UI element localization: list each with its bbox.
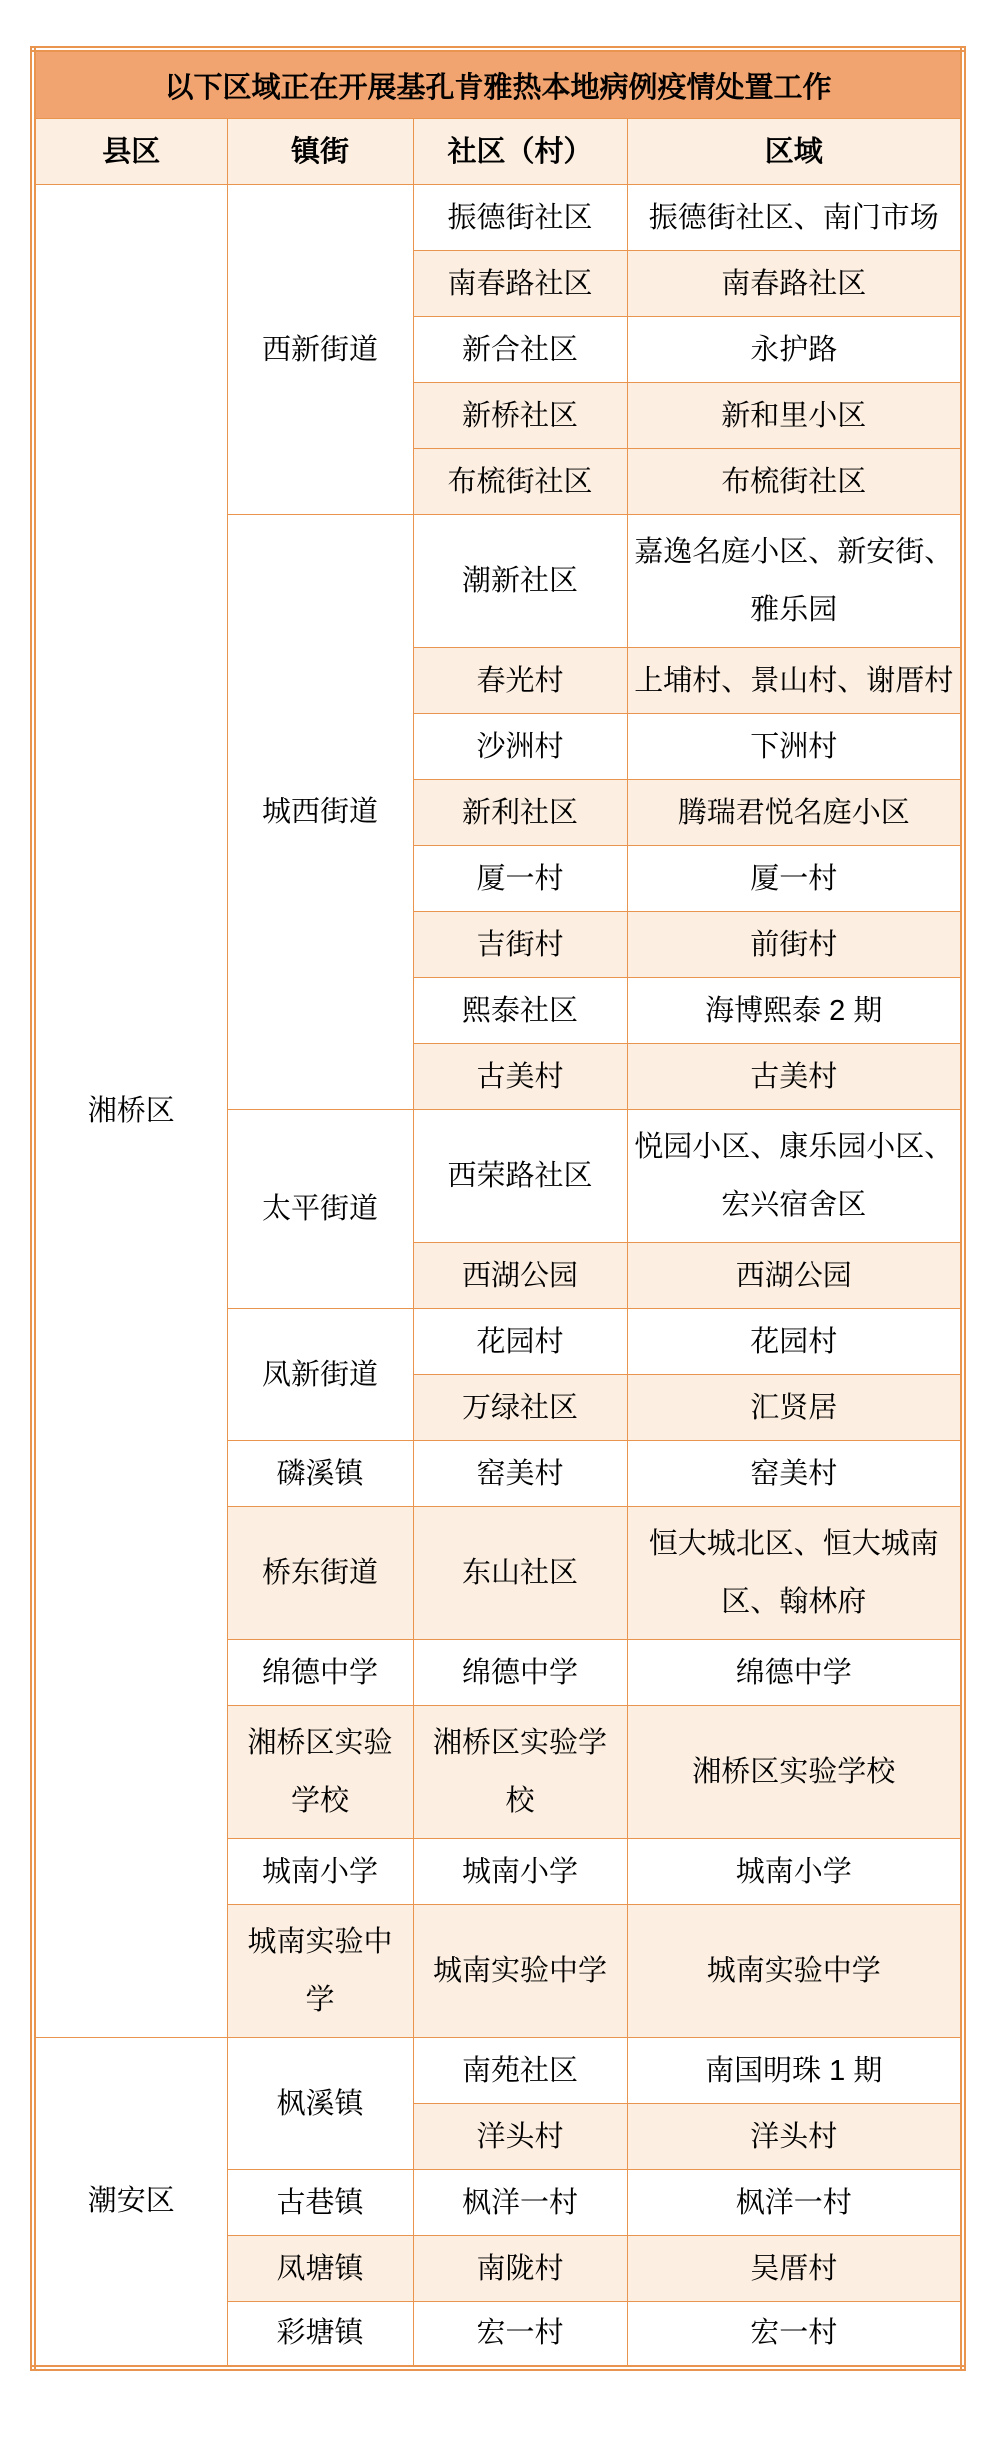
area-cell: 城南小学 xyxy=(627,1839,963,1905)
community-cell: 湘桥区实验学校 xyxy=(413,1706,627,1839)
community-cell: 吉街村 xyxy=(413,912,627,978)
area-cell: 洋头村 xyxy=(627,2104,963,2170)
community-cell: 沙洲村 xyxy=(413,714,627,780)
district-cell: 潮安区 xyxy=(33,2038,227,2368)
area-cell: 嘉逸名庭小区、新安街、雅乐园 xyxy=(627,515,963,648)
area-cell: 绵德中学 xyxy=(627,1640,963,1706)
table-header-row xyxy=(33,119,963,185)
community-cell: 城南实验中学 xyxy=(413,1905,627,2038)
col-header-community: 社区（村） xyxy=(413,119,627,185)
town-cell: 西新街道 xyxy=(227,185,413,515)
table-row xyxy=(33,49,963,119)
area-cell: 窑美村 xyxy=(627,1441,963,1507)
area-cell: 海博熙泰 2 期 xyxy=(627,978,963,1044)
area-cell: 上埔村、景山村、谢厝村 xyxy=(627,648,963,714)
town-cell: 彩塘镇 xyxy=(227,2302,413,2368)
area-cell: 古美村 xyxy=(627,1044,963,1110)
area-cell: 南春路社区 xyxy=(627,251,963,317)
town-cell: 凤新街道 xyxy=(227,1309,413,1441)
community-cell: 绵德中学 xyxy=(413,1640,627,1706)
col-header-district: 县区 xyxy=(33,119,227,185)
community-cell: 西湖公园 xyxy=(413,1243,627,1309)
town-cell: 绵德中学 xyxy=(227,1640,413,1706)
area-cell: 永护路 xyxy=(627,317,963,383)
area-cell: 恒大城北区、恒大城南区、翰林府 xyxy=(627,1507,963,1640)
epidemic-area-table-sheet xyxy=(30,46,966,2371)
town-cell: 城南实验中学 xyxy=(227,1905,413,2038)
area-cell: 下洲村 xyxy=(627,714,963,780)
area-cell: 城南实验中学 xyxy=(627,1905,963,2038)
area-cell: 悦园小区、康乐园小区、宏兴宿舍区 xyxy=(627,1110,963,1243)
community-cell: 宏一村 xyxy=(413,2302,627,2368)
town-cell: 太平街道 xyxy=(227,1110,413,1309)
community-cell: 新利社区 xyxy=(413,780,627,846)
community-cell: 南春路社区 xyxy=(413,251,627,317)
area-cell: 南国明珠 1 期 xyxy=(627,2038,963,2104)
community-cell: 古美村 xyxy=(413,1044,627,1110)
community-cell: 厦一村 xyxy=(413,846,627,912)
town-cell: 湘桥区实验学校 xyxy=(227,1706,413,1839)
area-cell: 枫洋一村 xyxy=(627,2170,963,2236)
community-cell: 花园村 xyxy=(413,1309,627,1375)
community-cell: 熙泰社区 xyxy=(413,978,627,1044)
community-cell: 南陇村 xyxy=(413,2236,627,2302)
community-cell: 东山社区 xyxy=(413,1507,627,1640)
town-cell: 磷溪镇 xyxy=(227,1441,413,1507)
town-cell: 城西街道 xyxy=(227,515,413,1110)
area-cell: 布梳街社区 xyxy=(627,449,963,515)
table-row xyxy=(33,185,963,251)
area-cell: 前街村 xyxy=(627,912,963,978)
district-cell: 湘桥区 xyxy=(33,185,227,2038)
area-cell: 花园村 xyxy=(627,1309,963,1375)
table-title: 以下区域正在开展基孔肯雅热本地病例疫情处置工作 xyxy=(33,49,963,119)
community-cell: 新合社区 xyxy=(413,317,627,383)
town-cell: 凤塘镇 xyxy=(227,2236,413,2302)
col-header-town: 镇街 xyxy=(227,119,413,185)
area-cell: 振德街社区、南门市场 xyxy=(627,185,963,251)
community-cell: 春光村 xyxy=(413,648,627,714)
community-cell: 窑美村 xyxy=(413,1441,627,1507)
community-cell: 南苑社区 xyxy=(413,2038,627,2104)
town-cell: 城南小学 xyxy=(227,1839,413,1905)
area-cell: 吴厝村 xyxy=(627,2236,963,2302)
community-cell: 新桥社区 xyxy=(413,383,627,449)
town-cell: 枫溪镇 xyxy=(227,2038,413,2170)
community-cell: 布梳街社区 xyxy=(413,449,627,515)
area-cell: 西湖公园 xyxy=(627,1243,963,1309)
epidemic-area-table xyxy=(30,46,966,2371)
table-row xyxy=(33,2038,963,2104)
community-cell: 城南小学 xyxy=(413,1839,627,1905)
community-cell: 振德街社区 xyxy=(413,185,627,251)
community-cell: 西荣路社区 xyxy=(413,1110,627,1243)
community-cell: 万绿社区 xyxy=(413,1375,627,1441)
area-cell: 新和里小区 xyxy=(627,383,963,449)
community-cell: 洋头村 xyxy=(413,2104,627,2170)
area-cell: 汇贤居 xyxy=(627,1375,963,1441)
community-cell: 枫洋一村 xyxy=(413,2170,627,2236)
town-cell: 古巷镇 xyxy=(227,2170,413,2236)
area-cell: 厦一村 xyxy=(627,846,963,912)
town-cell: 桥东街道 xyxy=(227,1507,413,1640)
col-header-area: 区域 xyxy=(627,119,963,185)
area-cell: 湘桥区实验学校 xyxy=(627,1706,963,1839)
area-cell: 腾瑞君悦名庭小区 xyxy=(627,780,963,846)
area-cell: 宏一村 xyxy=(627,2302,963,2368)
community-cell: 潮新社区 xyxy=(413,515,627,648)
